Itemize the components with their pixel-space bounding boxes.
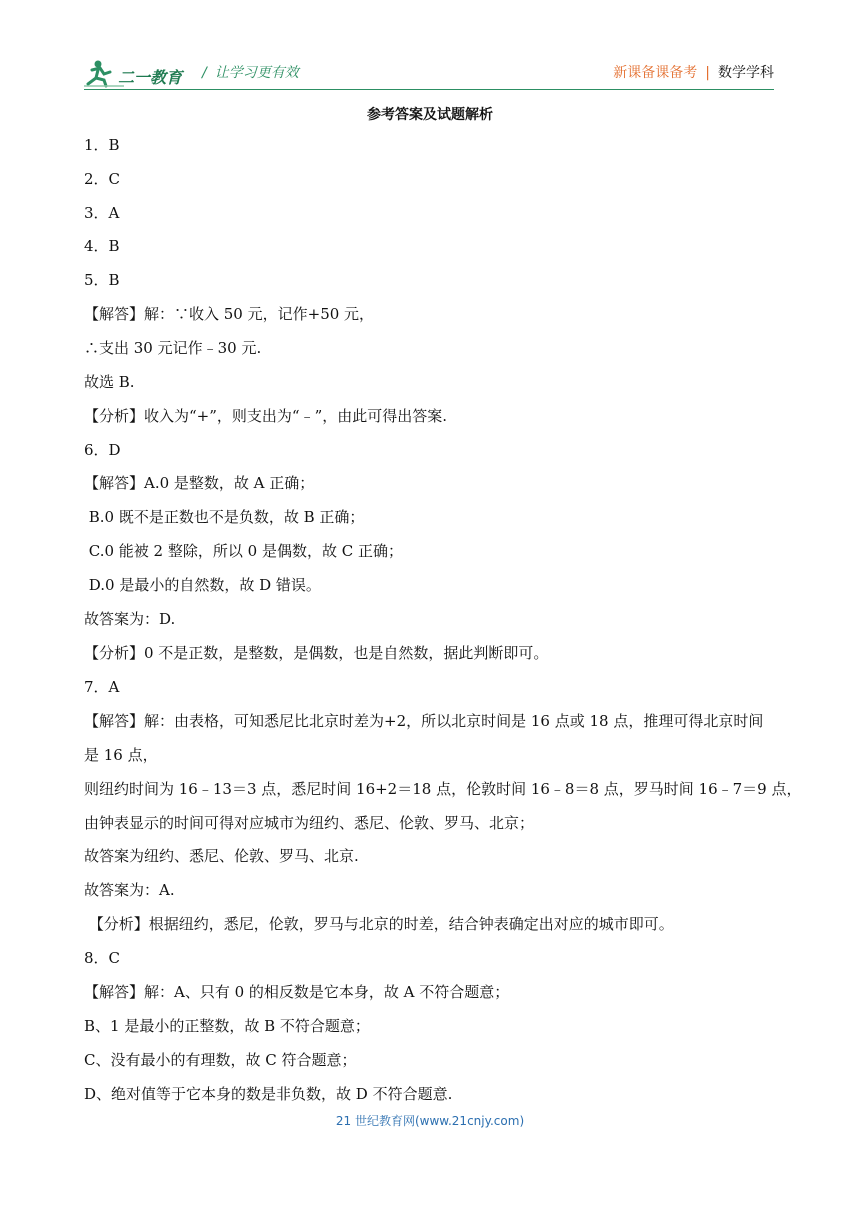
text-line: 6．D: [84, 441, 121, 459]
text-line: 【分析】根据纽约，悉尼，伦敦，罗马与北京的时差，结合钟表确定出对应的城市即可。: [84, 915, 674, 933]
document-title: 参考答案及试题解析: [367, 107, 493, 123]
text-line: 8．C: [84, 949, 121, 967]
text-line: 是 16 点，: [84, 746, 158, 764]
text-line: 则纽约时间为 16﹣13＝3 点，悉尼时间 16+2＝18 点，伦敦时间 16﹣8＝8 点，罗马时间 16﹣7＝9 点，: [84, 780, 802, 798]
text-line: 7．A: [84, 678, 120, 696]
slogan-slash: /: [202, 65, 207, 81]
header-course-label: 新课备课备考: [613, 65, 698, 81]
page-footer: 21 世纪教育网(www.21cnjy.com): [335, 1114, 525, 1128]
text-line: 故选 B.: [84, 373, 135, 391]
text-line: C、没有最小的有理数，故 C 符合题意；: [84, 1051, 357, 1069]
logo-runner-icon: [84, 58, 188, 90]
text-line: 故答案为：A.: [84, 881, 175, 899]
text-line: ∴支出 30 元记作﹣30 元.: [84, 339, 262, 357]
logo: [84, 58, 188, 90]
text-line: 【解答】A.0 是整数，故 A 正确；: [84, 474, 315, 492]
text-line: 【解答】解：A、只有 0 的相反数是它本身，故 A 不符合题意；: [84, 983, 510, 1001]
header-divider: [84, 89, 774, 90]
text-line: 2．C: [84, 170, 121, 188]
header-right: [613, 62, 774, 82]
text-line: D、绝对值等于它本身的数是非负数，故 D 不符合题意.: [84, 1085, 453, 1103]
text-line: 5．B: [84, 271, 120, 289]
text-line: 【分析】收入为“+”，则支出为“﹣”，由此可得出答案.: [84, 407, 448, 425]
text-line: 【解答】解：由表格，可知悉尼比北京时差为+2，所以北京时间是 16 点或 18 点，推理可得北京时间: [84, 712, 764, 730]
text-line: B、1 是最小的正整数，故 B 不符合题意；: [84, 1017, 370, 1035]
text-line: B.0 既不是正数也不是负数，故 B 正确；: [84, 508, 365, 526]
slogan-text: 让学习更有效: [214, 65, 299, 81]
header-separator: |: [705, 65, 710, 81]
logo-text: 二一教育: [118, 68, 183, 87]
text-line: 故答案为纽约、悉尼、伦敦、罗马、北京.: [84, 847, 359, 865]
text-line: 故答案为：D.: [84, 610, 176, 628]
text-line: D.0 是最小的自然数，故 D 错误。: [84, 576, 321, 594]
text-line: 【解答】解：∵收入 50 元，记作+50 元，: [84, 305, 375, 323]
slogan: [202, 62, 299, 82]
text-line: 1．B: [84, 136, 120, 154]
text-line: 4．B: [84, 237, 120, 255]
text-line: 3．A: [84, 204, 120, 222]
text-line: C.0 能被 2 整除，所以 0 是偶数，故 C 正确；: [84, 542, 403, 560]
text-line: 由钟表显示的时间可得对应城市为纽约、悉尼、伦敦、罗马、北京；: [84, 814, 535, 832]
text-line: 【分析】0 不是正数，是整数，是偶数，也是自然数，据此判断即可。: [84, 644, 549, 662]
page-header: [84, 56, 774, 90]
header-subject: 数学学科: [718, 65, 774, 81]
